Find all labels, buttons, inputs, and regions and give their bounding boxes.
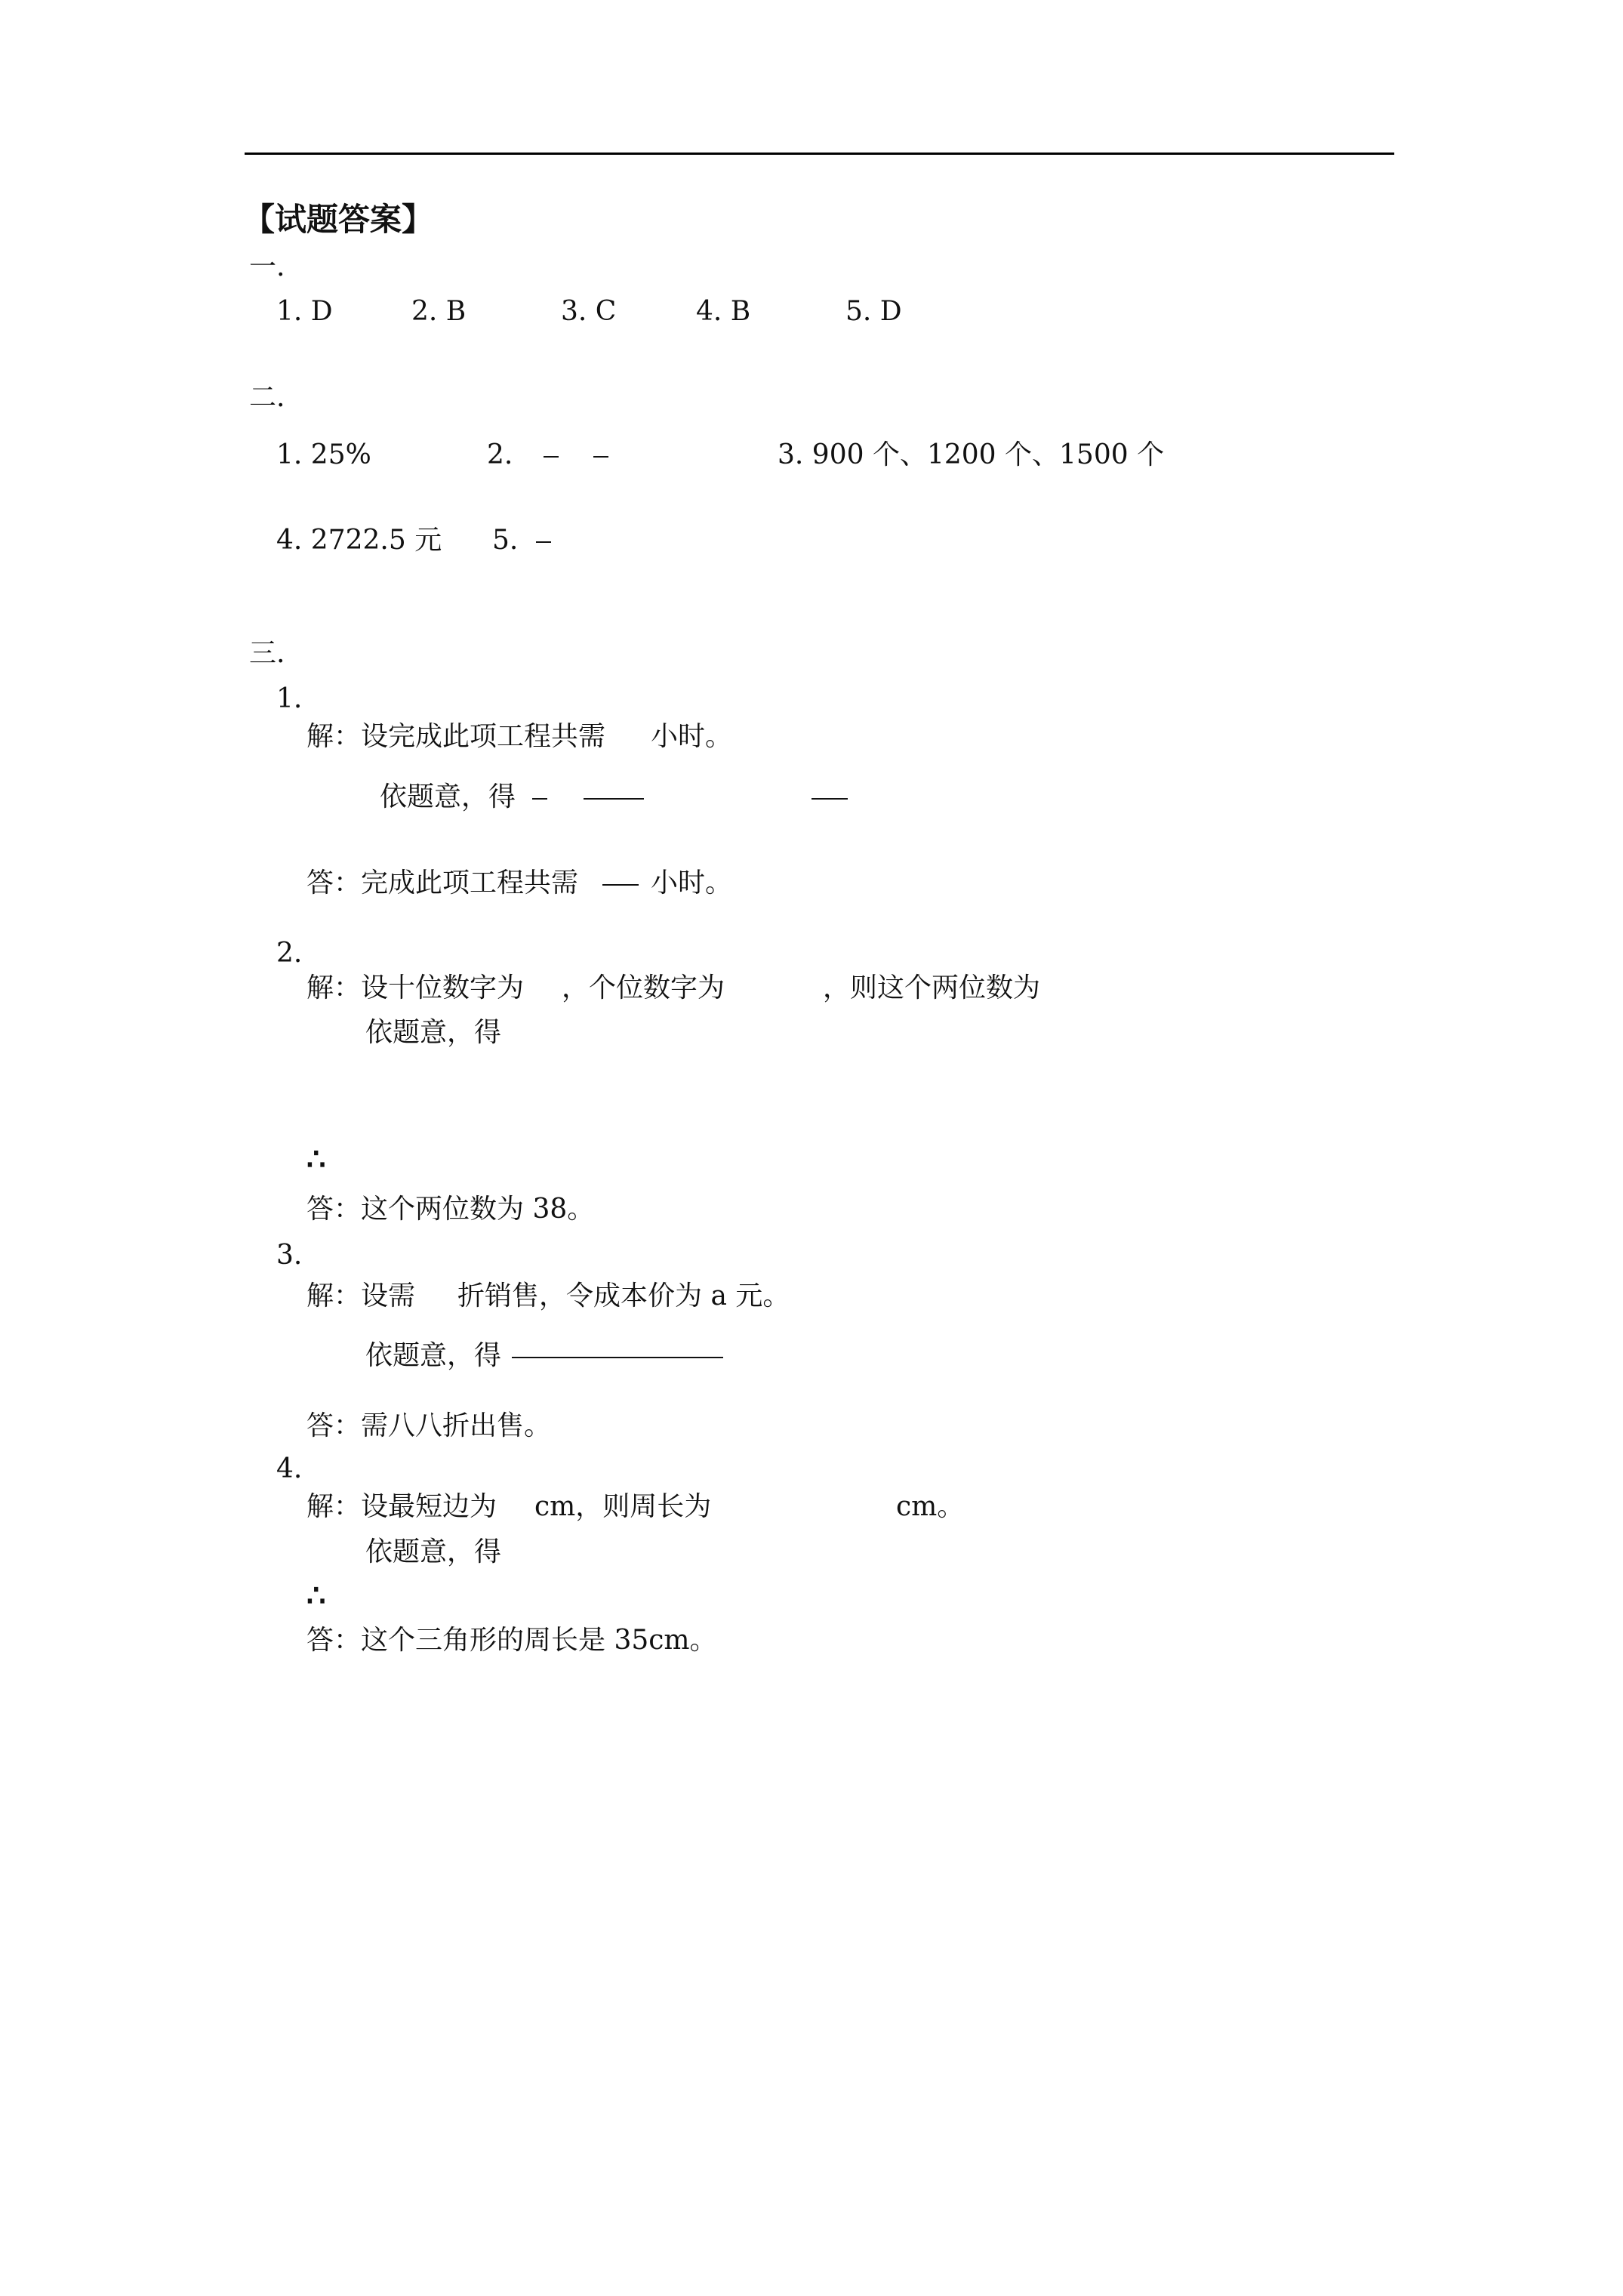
section1-label: 一. bbox=[249, 251, 285, 282]
p4-number: 4. bbox=[276, 1453, 303, 1484]
p4-equation-label: 依题意，得 bbox=[365, 1536, 502, 1567]
p3-setup-a: 解：设需 bbox=[306, 1281, 416, 1311]
p3-setup-b: 折销售，令成本价为 a 元。 bbox=[457, 1281, 790, 1311]
section2-label: 二. bbox=[249, 382, 285, 413]
p4-setup-b: cm，则周长为 bbox=[534, 1491, 712, 1522]
s2-answer-5-num: 5. bbox=[492, 525, 519, 556]
p3-number: 3. bbox=[276, 1240, 303, 1271]
p2-equation-label: 依题意，得 bbox=[365, 1017, 502, 1048]
s2-answer-4: 4. 2722.5 元 bbox=[276, 525, 442, 556]
p4-answer: 答：这个三角形的周长是 35cm。 bbox=[306, 1625, 717, 1656]
p4-setup-c: cm。 bbox=[896, 1491, 965, 1522]
p1-answer-a: 答：完成此项工程共需 bbox=[306, 868, 579, 898]
p2-setup-c: ，则这个两位数为 bbox=[823, 972, 1041, 1003]
p2-setup-a: 解：设十位数字为 bbox=[306, 972, 525, 1003]
s2-answer-3: 3. 900 个、1200 个、1500 个 bbox=[778, 439, 1165, 470]
s1-answer-5: 5. D bbox=[845, 296, 902, 327]
p1-setup: 解：设完成此项工程共需 bbox=[306, 721, 606, 752]
s1-answer-3: 3. C bbox=[561, 296, 617, 327]
section-title: 【试题答案】 bbox=[243, 201, 434, 238]
section3-label: 三. bbox=[249, 638, 285, 669]
s2-answer-5-frac bbox=[536, 541, 551, 543]
p1-frac-1 bbox=[532, 798, 547, 800]
p1-setup-unit: 小时。 bbox=[651, 721, 733, 752]
s1-answer-1: 1. D bbox=[276, 296, 333, 327]
p1-answer-b: 小时。 bbox=[651, 868, 733, 898]
p1-number: 1. bbox=[276, 683, 303, 714]
p2-setup-b: ，个位数字为 bbox=[562, 972, 725, 1003]
p1-frac-3 bbox=[812, 798, 848, 800]
p2-answer: 答：这个两位数为 38。 bbox=[306, 1194, 595, 1225]
p2-therefore: ∴ bbox=[306, 1142, 326, 1177]
p3-equation-label: 依题意，得 bbox=[365, 1340, 502, 1371]
p2-number: 2. bbox=[276, 938, 303, 969]
s2-answer-1: 1. 25% bbox=[276, 439, 371, 470]
p3-answer: 答：需八八折出售。 bbox=[306, 1410, 552, 1441]
p1-frac-2 bbox=[584, 798, 644, 800]
s2-answer-2-num: 2. bbox=[487, 439, 513, 470]
s1-answer-4: 4. B bbox=[696, 296, 751, 327]
s2-answer-2-frac-1 bbox=[544, 456, 559, 458]
p1-answer-frac bbox=[602, 884, 639, 886]
s1-answer-2: 2. B bbox=[411, 296, 467, 327]
p4-setup-a: 解：设最短边为 bbox=[306, 1491, 497, 1522]
p1-equation-label: 依题意，得 bbox=[380, 781, 516, 812]
header-rule bbox=[245, 153, 1394, 155]
s2-answer-2-frac-2 bbox=[593, 456, 608, 458]
p3-frac bbox=[512, 1357, 723, 1358]
p4-therefore: ∴ bbox=[306, 1578, 326, 1613]
